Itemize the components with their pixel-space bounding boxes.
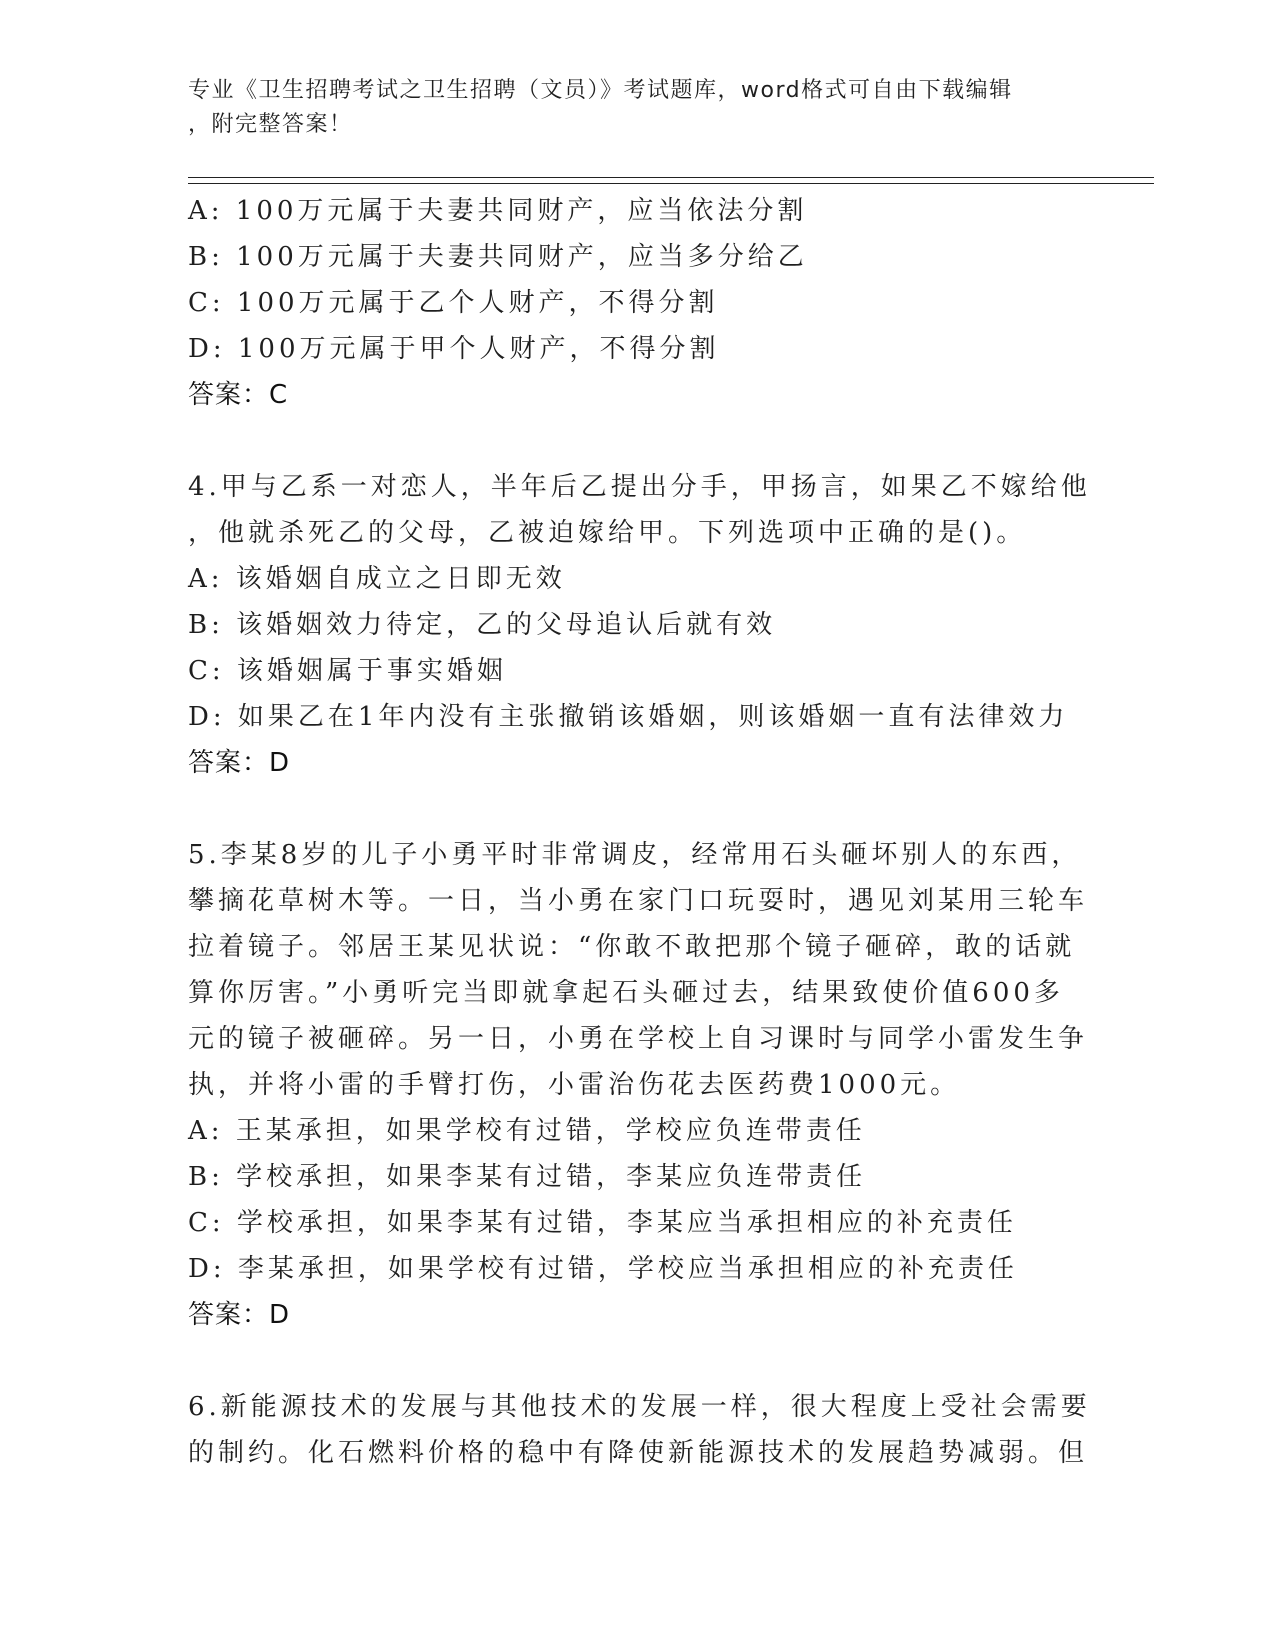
option-d: D: 100万元属于甲个人财产，不得分割 [188,334,720,364]
question-stem-line: ，他就杀死乙的父母，乙被迫嫁给甲。下列选项中正确的是()。 [188,518,1027,548]
question-stem-line: 6.新能源技术的发展与其他技术的发展一样，很大程度上受社会需要 [188,1392,1091,1422]
option-a: A: 该婚姻自成立之日即无效 [188,564,566,594]
option-b: B: 100万元属于夫妻共同财产，应当多分给乙 [188,242,808,272]
question-5 [188,832,1088,1338]
header-line-1: 专业《卫生招聘考试之卫生招聘（文员）》考试题库，word格式可自由下载编辑 [188,78,1013,103]
question-stem-line: 攀摘花草树木等。一日，当小勇在家门口玩耍时，遇见刘某用三轮车 [188,886,1089,916]
option-a: A: 王某承担，如果学校有过错，学校应负连带责任 [188,1116,866,1146]
option-b: B: 该婚姻效力待定，乙的父母追认后就有效 [188,610,777,640]
spacer [188,786,1088,832]
answer-label: 答案：D [188,748,291,778]
question-stem-line: 5.李某8岁的儿子小勇平时非常调皮，经常用石头砸坏别人的东西， [188,840,1082,870]
question-stem-line: 算你厉害。”小勇听完当即就拿起石头砸过去，结果致使价值600多 [188,978,1064,1008]
question-stem-line: 执，并将小雷的手臂打伤，小雷治伤花去医药费1000元。 [188,1070,961,1100]
document-header [188,74,1088,142]
answer-label: 答案：C [188,380,289,410]
option-d: D: 如果乙在1年内没有主张撤销该婚姻，则该婚姻一直有法律效力 [188,702,1069,732]
question-6 [188,1384,1091,1476]
question-stem-line: 的制约。化石燃料价格的稳中有降使新能源技术的发展趋势减弱。但 [188,1438,1089,1468]
question-list [188,188,1091,1476]
question-3 [188,188,1088,418]
option-c: C: 100万元属于乙个人财产，不得分割 [188,288,719,318]
option-a: A: 100万元属于夫妻共同财产，应当依法分割 [188,196,808,226]
header-divider-top [188,177,1154,178]
option-b: B: 学校承担，如果李某有过错，李某应负连带责任 [188,1162,867,1192]
question-stem-line: 元的镜子被砸碎。另一日，小勇在学校上自习课时与同学小雷发生争 [188,1024,1089,1054]
option-d: D: 李某承担，如果学校有过错，学校应当承担相应的补充责任 [188,1254,1018,1284]
spacer [188,1338,1088,1384]
option-c: C: 该婚姻属于事实婚姻 [188,656,507,686]
question-stem-line: 拉着镜子。邻居王某见状说：“你敢不敢把那个镜子砸碎，敢的话就 [188,932,1076,962]
header-divider-bottom [188,183,1154,184]
header-line-2: ，附完整答案！ [188,112,353,137]
answer-label: 答案：D [188,1300,291,1330]
question-stem-line: 4.甲与乙系一对恋人，半年后乙提出分手，甲扬言，如果乙不嫁给他 [188,472,1091,502]
option-c: C: 学校承担，如果李某有过错，李某应当承担相应的补充责任 [188,1208,1017,1238]
spacer [188,418,1088,464]
question-4 [188,464,1091,786]
